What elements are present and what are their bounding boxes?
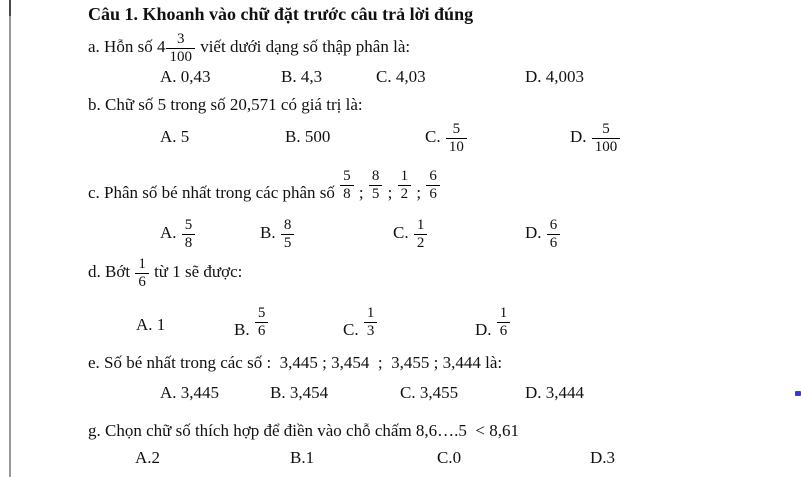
option-e-B: B. 3,454 (270, 383, 329, 402)
fraction-denominator: 6 (429, 185, 437, 202)
fraction-denominator: 5 (371, 185, 380, 202)
fraction-1-2 (413, 217, 429, 252)
option-b-D (570, 115, 621, 159)
option-b-C (425, 115, 468, 159)
fraction-6-6 (546, 217, 562, 252)
fraction-denominator: 8 (343, 185, 351, 202)
question-1-title-text: Câu 1. Khoanh vào chữ đặt trước câu trả lời đúng (88, 4, 474, 24)
option-c-B (260, 210, 295, 256)
question-c-pre: c. Phân số bé nhất trong các phân số (88, 182, 340, 202)
page-edge-rule-dark-top (9, 0, 11, 16)
fraction-numerator: 1 (398, 168, 412, 186)
separator: ; (412, 182, 426, 202)
fraction-6-6 (425, 168, 441, 203)
fraction-numerator: 8 (281, 217, 295, 235)
fraction-denominator: 100 (169, 48, 192, 65)
fraction-5-8 (339, 168, 355, 203)
option-e-C: C. 3,455 (400, 383, 459, 402)
question-a-post: viết dưới dạng số thập phân là: (195, 37, 411, 56)
fraction-denominator: 8 (184, 234, 193, 251)
question-e-text: e. Số bé nhất trong các số : 3,445 ; 3,454 ; 3,455 ; 3,444 là: (88, 353, 503, 372)
fraction-denominator: 100 (594, 138, 618, 155)
fraction-numerator: 6 (547, 217, 561, 235)
question-a (88, 26, 410, 68)
fraction-3-100 (165, 31, 196, 66)
option-d-C-label: C. (343, 319, 363, 339)
question-g-text: g. Chọn chữ số thích hợp để điền vào chỗ chấm 8,6….5 < 8,61 (88, 421, 520, 440)
fraction-numerator: 6 (426, 168, 440, 186)
fraction-numerator: 5 (592, 121, 621, 139)
fraction-numerator: 5 (446, 121, 467, 139)
option-a-D: D. 4,003 (525, 67, 585, 86)
blue-ink-mark (795, 391, 801, 396)
option-c-A (160, 210, 196, 256)
fraction-numerator: 1 (364, 305, 378, 323)
option-e-A: A. 3,445 (160, 383, 220, 402)
question-d (88, 251, 242, 293)
option-e-D: D. 3,444 (525, 383, 585, 402)
fraction-numerator: 5 (255, 305, 269, 323)
fraction-5-100 (591, 121, 622, 156)
fraction-5-8 (181, 217, 197, 252)
option-c-D-label: D. (525, 223, 546, 242)
option-d-D (475, 305, 511, 340)
fraction-denominator: 2 (400, 185, 409, 202)
fraction-numerator: 5 (182, 217, 196, 235)
option-c-C (393, 210, 428, 256)
option-c-B-label: B. (260, 223, 280, 242)
question-c (88, 168, 441, 203)
option-a-A: A. 0,43 (160, 67, 211, 86)
option-d-D-label: D. (475, 319, 496, 339)
fraction-numerator: 5 (340, 168, 354, 186)
option-a-B: B. 4,3 (281, 67, 323, 86)
fraction-numerator: 1 (497, 305, 511, 323)
question-d-post: từ 1 sẽ được: (149, 262, 243, 281)
separator: ; (383, 182, 397, 202)
fraction-5-10 (445, 121, 468, 156)
fraction-denominator: 2 (416, 234, 425, 251)
option-b-D-label: D. (570, 127, 591, 146)
question-b-text: b. Chữ số 5 trong số 20,571 có giá trị là: (88, 95, 363, 114)
option-d-B (234, 305, 269, 340)
option-g-C: C.0 (437, 448, 462, 467)
option-a-C: C. 4,03 (376, 67, 426, 86)
option-b-B: B. 500 (285, 127, 331, 146)
option-d-B-label: B. (234, 319, 254, 339)
fraction-5-6 (254, 305, 270, 340)
fraction-denominator: 5 (283, 234, 292, 251)
fraction-1-6 (496, 305, 512, 340)
option-d-C (343, 305, 378, 340)
fraction-numerator: 1 (414, 217, 428, 235)
question-1-title (88, 4, 473, 25)
question-a-pre: a. Hỗn số 4 (88, 37, 166, 56)
option-c-D (525, 210, 561, 256)
question-b (88, 94, 363, 116)
fraction-numerator: 3 (166, 31, 195, 49)
fraction-numerator: 1 (135, 256, 149, 274)
option-c-A-label: A. (160, 223, 181, 242)
option-c-C-label: C. (393, 223, 413, 242)
question-d-pre: d. Bớt (88, 262, 135, 281)
fraction-1-6 (134, 256, 150, 291)
fraction-1-3 (363, 305, 379, 340)
page-edge-rule (9, 0, 11, 477)
option-g-B: B.1 (290, 448, 315, 467)
fraction-denominator: 10 (448, 138, 464, 155)
option-g-D: D.3 (590, 448, 616, 467)
separator: ; (354, 182, 368, 202)
fraction-denominator: 6 (549, 234, 558, 251)
option-b-A: A. 5 (160, 127, 190, 146)
fraction-8-5 (280, 217, 296, 252)
fraction-8-5 (368, 168, 384, 203)
question-g (88, 420, 519, 442)
question-e (88, 352, 502, 374)
option-b-C-label: C. (425, 127, 445, 146)
fraction-denominator: 6 (138, 273, 146, 290)
fraction-denominator: 6 (499, 322, 508, 339)
fraction-numerator: 8 (369, 168, 383, 186)
fraction-denominator: 6 (257, 322, 266, 339)
option-d-A: A. 1 (136, 315, 166, 334)
fraction-1-2 (397, 168, 413, 203)
option-g-A: A.2 (135, 448, 161, 467)
fraction-denominator: 3 (366, 322, 375, 339)
